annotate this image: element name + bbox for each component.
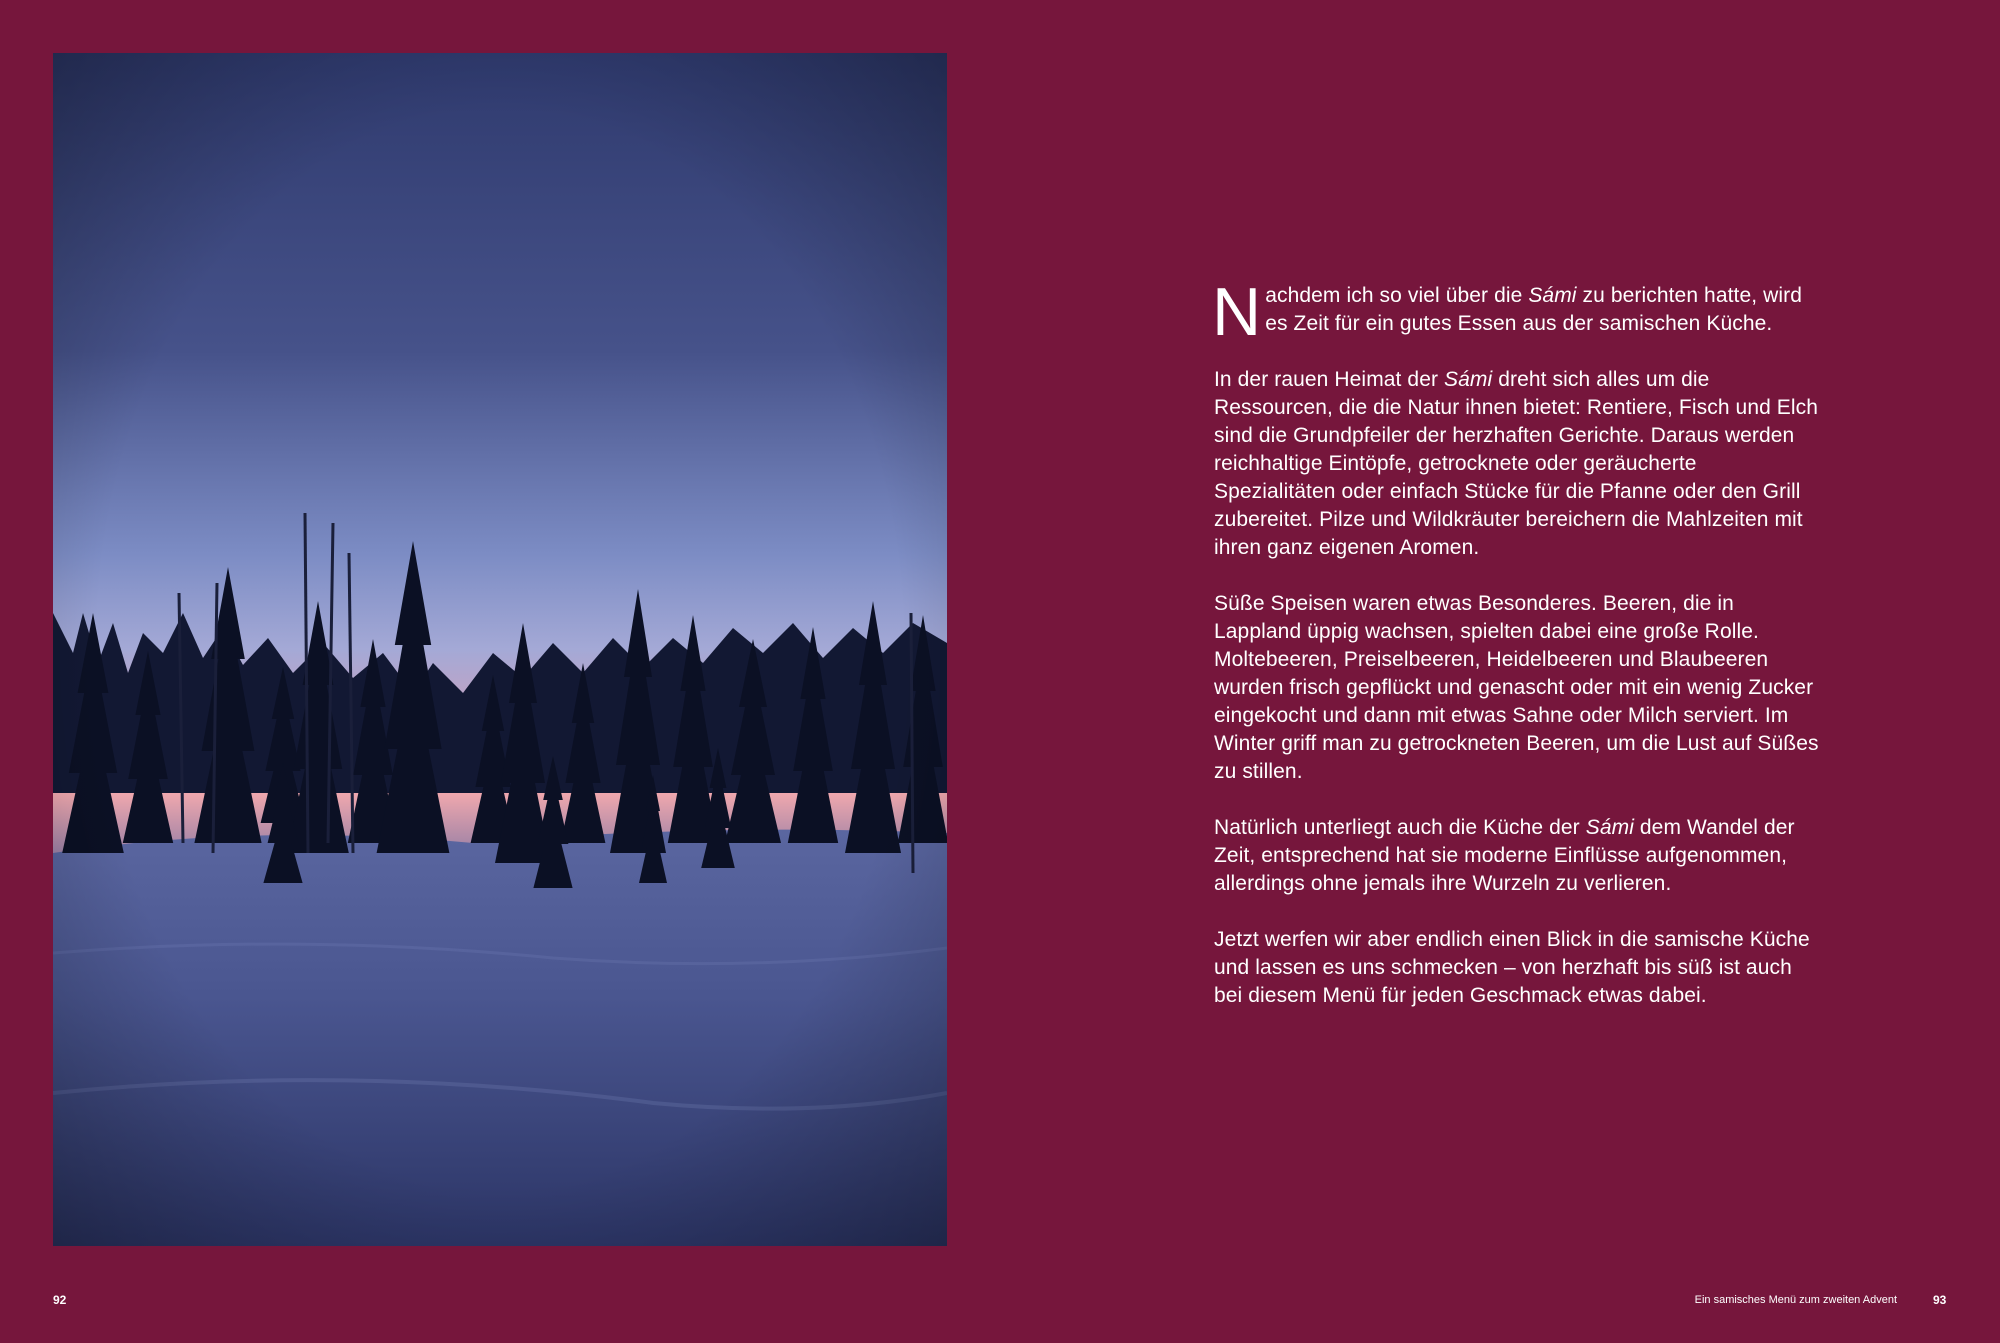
- article-text: [1212, 274, 1824, 1038]
- paragraph-1-start: achdem ich so viel über die: [1265, 284, 1529, 307]
- page-number-left: 92: [53, 1293, 67, 1307]
- paragraph-2: [1214, 366, 1824, 562]
- winter-forest-image: [53, 53, 947, 1246]
- paragraph-5: Jetzt werfen wir aber endlich einen Blick in die samische Küche und lassen es uns schmecken – von herzhaft bis süß ist auch bei diesem Menü für jeden Geschmack etwas dabei.: [1214, 928, 1810, 1007]
- page-number-right: 93: [1933, 1293, 1947, 1307]
- paragraph-2-start: In der rauen Heimat der: [1214, 368, 1445, 391]
- winter-forest-photo: [53, 53, 947, 1246]
- sami-emphasis: Sámi: [1444, 368, 1493, 391]
- drop-cap: N: [1212, 274, 1262, 350]
- paragraph-4: [1214, 814, 1824, 898]
- paragraph-3: Süße Speisen waren etwas Besonderes. Beeren, die in Lappland üppig wachsen, spielten dabei eine große Rolle. Moltebeeren, Preiselbeeren, Heidelbeeren und Blaubeeren wurden frisch gepflückt und genascht oder mit ein wenig Zucker eingekocht und dann mit etwas Sahne oder Milch serviert. Im Winter griff man zu getrockneten Beeren, um die Lust auf Süßes zu stillen.: [1214, 592, 1819, 783]
- sami-emphasis: Sámi: [1528, 284, 1577, 307]
- paragraph-4-end: dem Wandel der Zeit, entsprechend hat sie moderne Einflüsse aufgenommen, allerdings ohne jemals ihre Wurzeln zu verlieren.: [1214, 816, 1795, 895]
- paragraph-1: [1212, 274, 1824, 350]
- running-head: Ein samisches Menü zum zweiten Advent: [1694, 1294, 1897, 1306]
- sami-emphasis: Sámi: [1585, 816, 1634, 839]
- paragraph-4-start: Natürlich unterliegt auch die Küche der: [1214, 816, 1586, 839]
- paragraph-2-end: dreht sich alles um die Ressourcen, die die Natur ihnen bietet: Rentiere, Fisch und Elch sind die Grundpfeiler der herzhaften Gerichte. Daraus werden reichhaltige Eintöpfe, getrocknete oder geräucherte Spezialitäten oder einfach Stücke für die Pfanne oder den Grill zubereitet. Pilze und Wildkräuter bereichern die Mahlzeiten mit ihren ganz eigenen Aromen.: [1214, 368, 1819, 559]
- paragraph-1-end: zu berichten hatte, wird es Zeit für ein gutes Essen aus der samischen Küche.: [1265, 284, 1803, 335]
